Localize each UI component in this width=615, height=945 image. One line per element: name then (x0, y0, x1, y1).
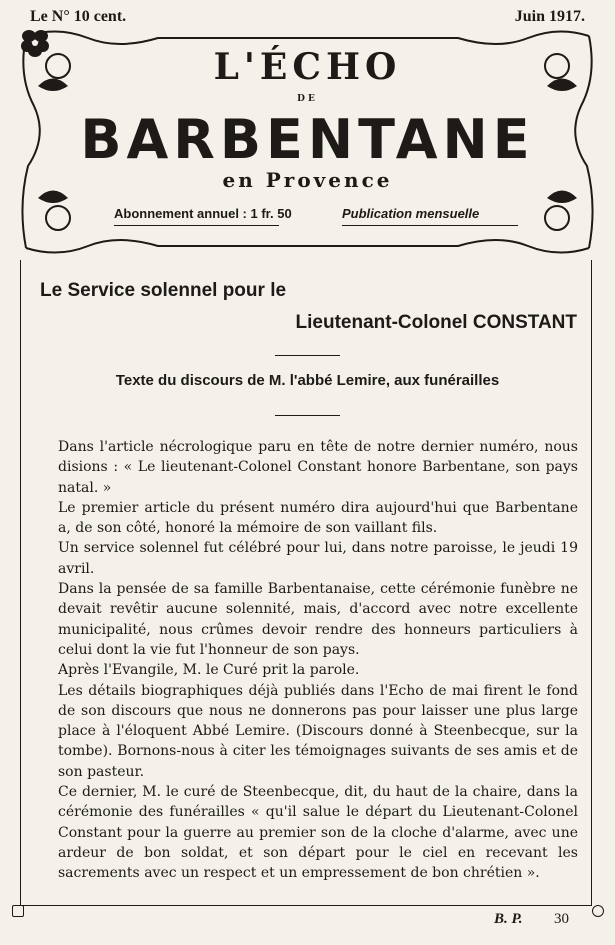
divider (114, 225, 279, 226)
masthead-title-subline: en Provence (222, 168, 393, 192)
issue-line (30, 8, 585, 28)
masthead (18, 26, 597, 260)
divider (275, 355, 340, 356)
pansy-flower-icon (18, 26, 52, 60)
paragraph: Après l'Evangile, M. le Curé prit la parole. (58, 662, 360, 679)
subscription-text: Abonnement annuel : 1 fr. 50 (114, 206, 292, 221)
page-footer (0, 911, 615, 933)
masthead-title-de: DE (297, 94, 318, 104)
issue-date: Juin 1917. (514, 8, 585, 25)
issue-price: Le N° 10 cent. (30, 8, 127, 25)
paragraph: Ce dernier, M. le curé de Steenbecque, dit, du haut de la chaire, dans la cérémonie des funérailles « qu'il salue le départ du Lieutenant-Colonel Constant pour la guerre au premier son de la cloche d'alarme, avec une ardeur de bon soldat, et son départ pour le ciel en recevant les sacrements avec un respect et un empressement de bon chrétien ». (58, 784, 578, 882)
divider (275, 415, 340, 416)
article-heading-line2: Lieutenant-Colonel CONSTANT (295, 312, 577, 333)
paragraph: Dans l'article nécrologique paru en tête de notre dernier numéro, nous disions : « Le lieutenant-Colonel Constant honore Barbentane, son pays natal. » (58, 439, 578, 496)
masthead-title-main: BARBENTANE (80, 108, 535, 171)
article-heading-line1: Le Service solennel pour le (40, 280, 287, 301)
masthead-title-line1: L'ÉCHO (213, 46, 402, 88)
publication-text: Publication mensuelle (342, 206, 480, 221)
divider (342, 225, 518, 226)
paragraph: Le premier article du présent numéro dira aujourd'hui que Barbentane a, de son côté, honoré la mémoire de son vaillant fils. (58, 499, 578, 537)
footer-signature: B. P. (494, 911, 523, 927)
paragraph: Un service solennel fut célébré pour lui, dans notre paroisse, le jeudi 19 avril. (58, 540, 578, 577)
article-subheading: Texte du discours de M. l'abbé Lemire, aux funérailles (115, 372, 500, 389)
article-body (58, 437, 578, 884)
page-number: 30 (554, 911, 569, 927)
paragraph: Les détails biographiques déjà publiés dans l'Echo de mai firent le fond de son discours que nous ne donnerons pas pour laisser une plus large place à l'éloquent Abbé Lemire. (Discours donné à Steenbecque, sur la tombe). Bornons-nous à citer les témoignages suivants de ses amis et de son pasteur. (58, 682, 578, 780)
paragraph: Dans la pensée de sa famille Barbentanaise, cette cérémonie funèbre ne devait revêtir aucune solennité, mais, d'accord avec notre excellente municipalité, nous crûmes devoir rendre des honneurs particuliers à celui dont la vie fut l'honneur de son pays. (58, 581, 578, 658)
